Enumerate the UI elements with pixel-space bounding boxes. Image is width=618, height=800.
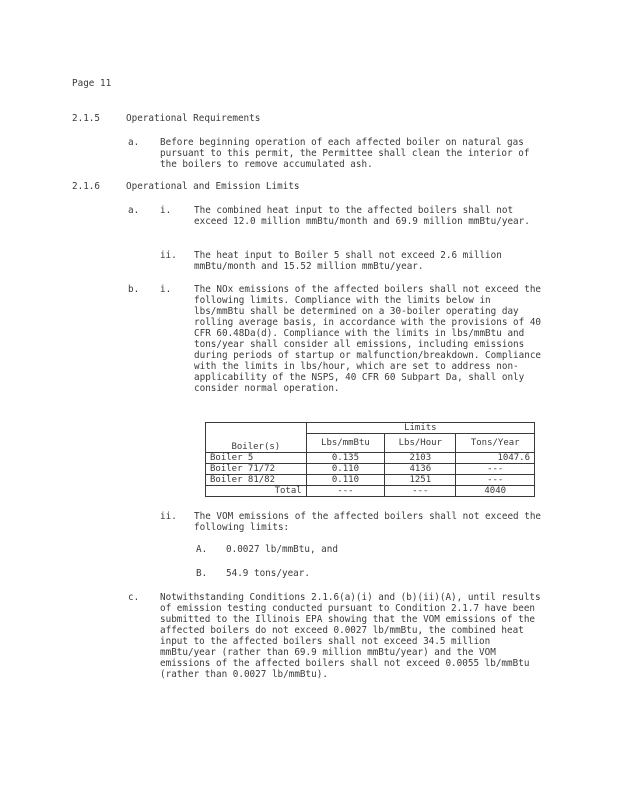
table-row — [206, 475, 535, 486]
lbs-hour-cell: 2103 — [385, 453, 456, 464]
s216-a-ii-text: The heat input to Boiler 5 shall not exceed 2.6 million mmBtu/month and 15.52 million mmBtu/year. — [194, 250, 502, 272]
s216-a-i-text: The combined heat input to the affected boilers shall not exceed 12.0 million mmBtu/month and 69.9 million mmBtu/year. — [194, 205, 530, 227]
page-label: Page 11 — [72, 78, 112, 89]
table-row — [206, 486, 535, 497]
s216-a-marker: a. — [128, 205, 140, 216]
table-header-row — [206, 423, 535, 434]
lbs-mmbtu-cell: 0.135 — [306, 453, 385, 464]
s216-b-ii-B-text: 54.9 tons/year. — [226, 568, 310, 579]
s216-b-ii-text: The VOM emissions of the affected boilers shall not exceed the following limits: — [194, 511, 542, 533]
lbs-mmbtu-cell: --- — [306, 486, 385, 497]
boiler-cell: Boiler 71/72 — [206, 464, 307, 475]
tons-year-cell: 1047.6 — [456, 453, 535, 464]
s216-a-ii-marker: ii. — [160, 250, 177, 261]
lbs-hour-cell: 4136 — [385, 464, 456, 475]
col-lbs-hour-header: Lbs/Hour — [385, 434, 456, 453]
section-2-1-6-title: Operational and Emission Limits — [126, 181, 300, 192]
s216-b-ii-B-marker: B. — [196, 568, 208, 579]
s215-a-marker: a. — [128, 137, 140, 148]
boiler-cell: Boiler 81/82 — [206, 475, 307, 486]
lbs-mmbtu-cell: 0.110 — [306, 475, 385, 486]
section-2-1-5-number: 2.1.5 — [72, 113, 100, 124]
lbs-mmbtu-cell: 0.110 — [306, 464, 385, 475]
s216-c-text: Notwithstanding Conditions 2.1.6(a)(i) and (b)(ii)(A), until results of emission testing conducted pursuant to Condition 2.1.7 have been submitted to the Illinois EPA showing that the VOM emissions of the affected boilers do not exceed 0.0027 lb/mmBtu, the combined heat input to the affected boilers shall not exceed 34.5 million mmBtu/year (rather than 69.9 million mmBtu/year) and the VOM emissions of the affected boilers shall not exceed 0.0055 lb/mmBtu (rather than 0.0027 lb/mmBtu). — [160, 592, 541, 680]
tons-year-cell: 4040 — [456, 486, 535, 497]
s216-c-marker: c. — [128, 592, 140, 603]
table-row — [206, 453, 535, 464]
nox-limits-table — [205, 422, 535, 497]
lbs-hour-cell: --- — [385, 486, 456, 497]
col-lbs-mmbtu-header: Lbs/mmBtu — [306, 434, 385, 453]
tons-year-cell: --- — [456, 475, 535, 486]
s216-b-i-text: The NOx emissions of the affected boilers shall not exceed the following limits. Compliance with the limits below in lbs/mmBtu shall be determined on a 30-boiler operating day rolling average basis, in accordance with the provisions of 40 CFR 60.48Da(d). Compliance with the limits in lbs/mmBtu and tons/year shall consider all emissions, including emissions during periods of startup or malfunction/breakdown. Compliance with the limits in lbs/hour, which are set to address non-applicability of the NSPS, 40 CFR 60 Subpart Da, shall only consider normal operation. — [194, 284, 542, 394]
col-tons-year-header: Tons/Year — [456, 434, 535, 453]
boiler-cell: Total — [206, 486, 307, 497]
s216-b-marker: b. — [128, 284, 140, 295]
s216-b-ii-marker: ii. — [160, 511, 177, 522]
boiler-cell: Boiler 5 — [206, 453, 307, 464]
s216-b-ii-A-text: 0.0027 lb/mmBtu, and — [226, 544, 338, 555]
limits-group-header: Limits — [306, 423, 534, 434]
col-boiler-header: Boiler(s) — [206, 423, 307, 453]
lbs-hour-cell: 1251 — [385, 475, 456, 486]
tons-year-cell: --- — [456, 464, 535, 475]
s216-b-i-marker: i. — [160, 284, 172, 295]
table-row — [206, 464, 535, 475]
s216-b-ii-A-marker: A. — [196, 544, 208, 555]
s215-a-text: Before beginning operation of each affected boiler on natural gas pursuant to this permit, the Permittee shall clean the interior of the boilers to remove accumulated ash. — [160, 137, 530, 170]
section-2-1-6-number: 2.1.6 — [72, 181, 100, 192]
s216-a-i-marker: i. — [160, 205, 172, 216]
section-2-1-5-title: Operational Requirements — [126, 113, 261, 124]
